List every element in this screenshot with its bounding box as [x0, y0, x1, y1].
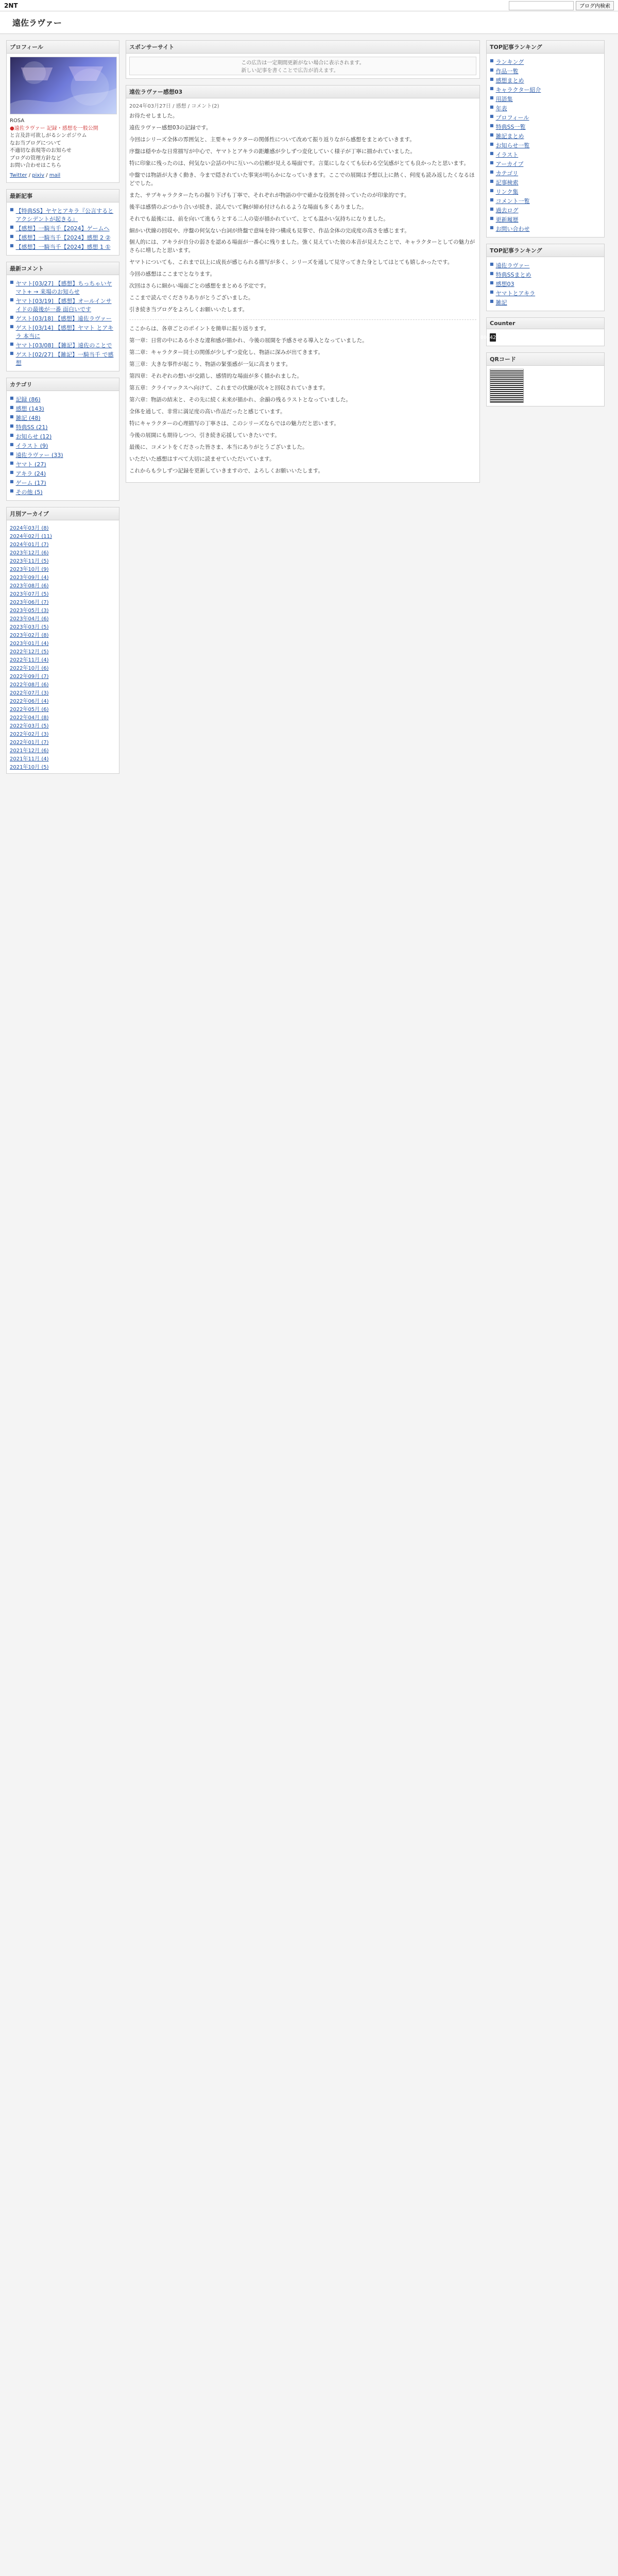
- recent-comment-item[interactable]: ■ ヤマト[03/19] 【感想】オールインサイドの最後が一番 面白いです: [10, 297, 112, 313]
- dot-icon: ■: [10, 225, 14, 229]
- category-item[interactable]: ■ お知らせ (12): [10, 433, 52, 440]
- ranking-item[interactable]: ■ カテゴリ: [490, 170, 519, 177]
- post-panel: [126, 85, 480, 483]
- category-item[interactable]: ■ アキラ (24): [10, 470, 46, 477]
- dot-icon: ■: [490, 207, 494, 211]
- dot-icon: ■: [490, 114, 494, 118]
- profile-line-3: 不適切な表現等のお知らせ: [10, 148, 72, 154]
- recent-entry-item[interactable]: ■ 【感想】一騎当千【2024】感想 2 ②: [10, 234, 111, 241]
- dot-icon: ■: [10, 342, 14, 346]
- dot-icon: ■: [490, 216, 494, 221]
- ranking-item[interactable]: ■ アーカイブ: [490, 160, 524, 167]
- archive-item[interactable]: 2023年09月 (4): [10, 575, 49, 581]
- post-paragraph: 序盤は穏やかな日常描写が中心で、ヤマトとアキラの距離感が少しずつ変化していく様子が丁寧に描かれていました。: [129, 148, 416, 155]
- recent-entry-item[interactable]: ■ 【感想】一騎当千【2024】ゲームへ: [10, 225, 110, 232]
- post-filler-paragraph: 第一章：日常の中にある小さな違和感が描かれ、今後の展開を予感させる導入となっていました。: [129, 337, 368, 344]
- archive-item[interactable]: 2024年02月 (11): [10, 534, 52, 539]
- dot-icon: ■: [10, 479, 14, 484]
- archive-item[interactable]: 2023年12月 (6): [10, 550, 49, 556]
- dot-icon: ■: [490, 170, 494, 174]
- qr-title: QRコード: [487, 353, 604, 366]
- recent-comments-panel: [6, 262, 119, 371]
- ranking-item[interactable]: ■ 雑記まとめ: [490, 132, 524, 140]
- ranking-item[interactable]: ■ 特典SS一覧: [490, 123, 526, 130]
- post-paragraph: 個人的には、アキラが自分の弱さを認める場面が一番心に残りました。強く見えていた彼の本音が見えたことで、キャラクターとしての魅力がさらに増したと思います。: [129, 239, 475, 254]
- dot-icon: ■: [490, 290, 494, 294]
- dot-icon: ■: [490, 142, 494, 146]
- ranking-item[interactable]: ■ プロフィール: [490, 114, 529, 121]
- dot-icon: ■: [490, 280, 494, 285]
- ranking-item[interactable]: ■ 更新履歴: [490, 216, 519, 223]
- post-paragraph: お待たせしました。: [129, 113, 178, 119]
- post-paragraph: 引き続き当ブログをよろしくお願いいたします。: [129, 307, 248, 313]
- archive-item[interactable]: 2021年12月 (6): [10, 748, 49, 754]
- dot-icon: ■: [490, 188, 494, 193]
- dot-icon: ■: [10, 433, 14, 437]
- dot-icon: ■: [490, 151, 494, 156]
- archive-item[interactable]: 2024年03月 (8): [10, 526, 49, 531]
- post-paragraph: 特に印象に残ったのは、何気ない会話の中に互いへの信頼が見える場面です。言葉にしなくても伝わる空気感がとても良かったと思います。: [129, 160, 469, 166]
- dot-icon: ■: [490, 105, 494, 109]
- popular-item[interactable]: ■ 遠佐ラヴァー: [490, 262, 530, 269]
- archive-item[interactable]: 2022年05月 (6): [10, 707, 49, 713]
- dot-icon: ■: [490, 58, 494, 63]
- top-bar: [0, 0, 618, 11]
- dot-icon: ■: [10, 442, 14, 447]
- counter-value: 00142597: [490, 333, 496, 342]
- dot-icon: ■: [490, 95, 494, 100]
- sponsor-note: 新しい記事を書くことで広告が消えます。: [241, 68, 339, 74]
- category-item[interactable]: ■ イラスト (9): [10, 442, 48, 449]
- site-title[interactable]: 遠佐ラヴァー: [12, 18, 62, 28]
- dot-icon: ■: [10, 414, 14, 419]
- archive-item[interactable]: 2022年01月 (7): [10, 740, 49, 745]
- category-item[interactable]: ■ ヤマト (27): [10, 461, 46, 468]
- ranking-item[interactable]: ■ コメント一覧: [490, 197, 530, 205]
- recent-entries-panel: [6, 189, 119, 256]
- category-item[interactable]: ■ 特典SS (21): [10, 423, 48, 431]
- post-paragraph: 今回の感想はここまでとなります。: [129, 271, 216, 278]
- post-paragraph: 細かい伏線の回収や、序盤の何気ない台詞が終盤で意味を持つ構成も見事で、作品全体の完成度の高さを感じます。: [129, 227, 410, 234]
- post-paragraph: 後半は感情のぶつかり合いが続き、読んでいて胸が締め付けられるような場面も多くありました。: [129, 204, 367, 210]
- dot-icon: ■: [10, 207, 14, 212]
- dot-icon: ■: [10, 488, 14, 493]
- post-paragraph: ここまで読んでくださりありがとうございました。: [129, 295, 254, 301]
- ranking-item[interactable]: ■ キャラクター紹介: [490, 86, 541, 93]
- dot-icon: ■: [490, 123, 494, 128]
- post-paragraph: 遠佐ラヴァー感想03の記録です。: [129, 124, 212, 131]
- popular-item[interactable]: ■ 特典SSまとめ: [490, 271, 531, 278]
- profile-line-2: なお当ブログについて: [10, 140, 61, 146]
- archive-item[interactable]: 2022年06月 (4): [10, 699, 49, 704]
- recent-comment-item[interactable]: ■ ゲスト[03/14] 【感想】ヤマト とアキラ 本当に: [10, 324, 113, 340]
- recent-comment-item[interactable]: ■ ゲスト[02/27] 【雑記】一騎当千 で感想: [10, 351, 114, 366]
- profile-panel: [6, 40, 119, 183]
- dot-icon: ■: [10, 396, 14, 400]
- archive-item[interactable]: 2022年04月 (8): [10, 715, 49, 721]
- search-button[interactable]: ブログ内検索: [576, 1, 614, 10]
- archive-item[interactable]: 2023年08月 (6): [10, 583, 49, 589]
- archive-item[interactable]: 2023年07月 (5): [10, 591, 49, 597]
- profile-line-4: ブログの管理方針など: [10, 155, 61, 161]
- dot-icon: ■: [490, 271, 494, 276]
- ranking-item[interactable]: ■ 年表: [490, 105, 507, 112]
- profile-name: ROSA: [10, 118, 25, 124]
- post-filler-paragraph: 全体を通して、非常に満足度の高い作品だったと感じています。: [129, 408, 286, 415]
- category-item[interactable]: ■ 雑記 (48): [10, 414, 41, 421]
- topbar-search: [509, 1, 614, 10]
- dot-icon: ■: [490, 225, 494, 230]
- dot-icon: ■: [10, 280, 14, 284]
- post-filler-paragraph: 第五章：クライマックスへ向けて、これまでの伏線が次々と回収されていきます。: [129, 384, 329, 391]
- post-filler-paragraph: 第三章：大きな事件が起こり、物語の緊張感が一気に高まります。: [129, 361, 291, 368]
- popular-item[interactable]: ■ 感想03: [490, 280, 514, 287]
- sponsor-title: スポンサーサイト: [126, 41, 479, 54]
- ranking-panel: [486, 40, 605, 238]
- category-item[interactable]: ■ 遠佐ラヴァー (33): [10, 451, 63, 459]
- dot-icon: ■: [490, 77, 494, 81]
- main-column: [126, 40, 480, 780]
- recent-entry-item[interactable]: ■ 【特典SS】ヤヤとアキラ『公言するとアクシデントが起きる』: [10, 207, 114, 223]
- archive-item[interactable]: 2022年03月 (5): [10, 723, 49, 729]
- post-filler-paragraph: これからも少しずつ記録を更新していきますので、よろしくお願いいたします。: [129, 467, 323, 474]
- archive-item[interactable]: 2023年10月 (9): [10, 567, 49, 572]
- dot-icon: ■: [490, 160, 494, 165]
- archives-panel: [6, 507, 119, 774]
- post-paragraph: 次回はさらに細かい場面ごとの感想をまとめる予定です。: [129, 283, 270, 290]
- left-sidebar: [6, 40, 119, 780]
- archive-item[interactable]: 2024年01月 (7): [10, 542, 49, 548]
- recent-comment-item[interactable]: ■ ゲスト[03/18] 【感想】遠佐ラヴァー: [10, 315, 112, 322]
- post-filler-paragraph: 第二章：キャラクター同士の関係が少しずつ変化し、物語に深みが出てきます。: [129, 349, 323, 356]
- archives-title: 月別アーカイブ: [7, 507, 119, 520]
- dot-icon: ■: [10, 324, 14, 329]
- qr-panel: [486, 352, 605, 406]
- archive-item[interactable]: 2023年06月 (7): [10, 600, 49, 605]
- post-body: [129, 112, 476, 476]
- ranking-item[interactable]: ■ 感想まとめ: [490, 77, 524, 84]
- ranking-item[interactable]: ■ お問い合わせ: [490, 225, 530, 232]
- archive-item[interactable]: 2023年05月 (3): [10, 608, 49, 614]
- recent-comments-title: 最新コメント: [7, 262, 119, 275]
- archive-item[interactable]: 2023年03月 (5): [10, 624, 49, 630]
- profile-line-5: お問い合わせはこちら: [10, 163, 61, 168]
- dot-icon: ■: [490, 299, 494, 303]
- dot-icon: ■: [10, 234, 14, 239]
- post-filler-paragraph: いただいた感想はすべて大切に読ませていただいています。: [129, 455, 275, 462]
- dot-icon: ■: [490, 179, 494, 183]
- archive-item[interactable]: 2022年10月 (6): [10, 666, 49, 671]
- dot-icon: ■: [10, 423, 14, 428]
- dot-icon: ■: [10, 243, 14, 248]
- ranking-title: TOP記事ランキング: [487, 41, 604, 54]
- post-filler-paragraph: 最後に、コメントをくださった皆さま、本当にありがとうございました。: [129, 444, 308, 450]
- recent-entries-title: 最新記事: [7, 190, 119, 202]
- ranking-item[interactable]: ■ リンク集: [490, 188, 519, 195]
- counter-title: Counter: [487, 318, 604, 329]
- sponsor-panel: [126, 40, 480, 79]
- recent-entry-item[interactable]: ■ 【感想】一騎当千【2024】感想 1 ①: [10, 243, 111, 250]
- sponsor-text: この広告は一定期間更新がない場合に表示されます。: [241, 60, 365, 66]
- profile-link-pixiv[interactable]: pixiv: [32, 172, 44, 178]
- dot-icon: ■: [490, 262, 494, 266]
- category-item[interactable]: ■ 記録 (86): [10, 396, 41, 403]
- profile-link-mail[interactable]: mail: [49, 172, 61, 178]
- profile-image: [10, 57, 117, 114]
- profile-line-1: と言及許可欲しがるシンポジウム: [10, 133, 87, 139]
- dot-icon: ■: [490, 197, 494, 202]
- profile-link-twitter[interactable]: Twitter: [10, 172, 27, 178]
- post-paragraph: また、サブキャラクターたちの掘り下げも丁寧で、それぞれが物語の中で確かな役割を持っていたのが印象的です。: [129, 192, 410, 198]
- archive-item[interactable]: 2022年11月 (4): [10, 657, 49, 663]
- post-paragraph: 今回はシリーズ全体の雰囲気と、主要キャラクターの関係性について改めて振り返りながら感想をまとめていきます。: [129, 136, 415, 143]
- post-filler-paragraph: 第六章：物語の結末と、その先に続く未来が描かれ、余韻の残るラストとなっていました。: [129, 396, 351, 403]
- post-paragraph: 中盤では物語が大きく動き、今まで隠されていた事実が明らかになっていきます。ここでの展開は予想以上に熱く、何度も読み返したくなるほどでした。: [129, 172, 475, 187]
- ranking-item[interactable]: ■ お知らせ一覧: [490, 142, 530, 149]
- dot-icon: ■: [490, 132, 494, 137]
- archive-item[interactable]: 2023年02月 (8): [10, 633, 49, 638]
- popular-panel: [486, 244, 605, 311]
- ranking-item[interactable]: ■ イラスト: [490, 151, 519, 158]
- dot-icon: ■: [10, 451, 14, 456]
- ranking-item[interactable]: ■ ランキング: [490, 58, 524, 65]
- dot-icon: ■: [490, 67, 494, 72]
- post-paragraph: ヤマトについても、これまで以上に成長が感じられる描写が多く、シリーズを通して見守ってきた身としてはとても嬉しかったです。: [129, 259, 453, 266]
- categories-panel: [6, 378, 119, 501]
- dot-icon: ■: [10, 405, 14, 410]
- archive-item[interactable]: 2023年11月 (5): [10, 558, 49, 564]
- popular-item[interactable]: ■ 雑記: [490, 299, 507, 306]
- post-meta: 2024年03月27日 / 感想 / コメント(2): [129, 104, 219, 109]
- dot-icon: ■: [10, 461, 14, 465]
- dot-icon: ■: [10, 297, 14, 302]
- dot-icon: ■: [490, 86, 494, 91]
- dot-icon: ■: [10, 315, 14, 319]
- category-item[interactable]: ■ その他 (5): [10, 488, 43, 496]
- post-divider: [129, 319, 476, 320]
- post-filler-paragraph: 特にキャラクターの心理描写の丁寧さは、このシリーズならではの魅力だと思います。: [129, 420, 339, 427]
- access-counter: [480, 332, 601, 343]
- search-input[interactable]: [509, 1, 574, 10]
- profile-body: ROSA ●遠佐ラヴァー 記録・感想を一般公開 と言及許可欲しがるシンポジウム なお当ブログについて 不適切な表現等のお知らせ ブログの管理方針など お問い合わせはこちら Twitter / pixiv / mail: [7, 54, 119, 182]
- post-filler-paragraph: 第四章：それぞれの想いが交錯し、感情的な場面が多く描かれました。: [129, 372, 302, 379]
- post-title: 遠佐ラヴァー感想03: [126, 86, 479, 98]
- popular-title: TOP記事ランキング: [487, 244, 604, 257]
- brand-logo[interactable]: 2NT: [4, 2, 18, 9]
- right-sidebar: [480, 40, 605, 780]
- archive-item[interactable]: 2021年11月 (4): [10, 756, 49, 762]
- counter-panel: [480, 317, 605, 346]
- post-filler-paragraph: 今後の展開にも期待しつつ、引き続き応援していきたいです。: [129, 432, 280, 438]
- post-paragraph: それでも最後には、前を向いて進もうとする二人の姿が描かれていて、とても温かい気持ちになりました。: [129, 215, 389, 222]
- category-item[interactable]: ■ ゲーム (17): [10, 479, 46, 486]
- sponsor-ad[interactable]: [129, 57, 476, 75]
- recent-comment-item[interactable]: ■ ヤマト[03/08] 【雑記】遠佐のことで: [10, 342, 112, 349]
- dot-icon: ■: [10, 470, 14, 474]
- ranking-item[interactable]: ■ 用語集: [490, 95, 513, 103]
- archive-item[interactable]: 2021年10月 (5): [10, 765, 49, 770]
- archive-item[interactable]: 2023年04月 (6): [10, 616, 49, 622]
- archive-item[interactable]: 2022年08月 (6): [10, 682, 49, 688]
- archive-item[interactable]: 2022年07月 (3): [10, 690, 49, 696]
- recent-comment-item[interactable]: ■ ヤマト[03/27] 【感想】ちっちゃいヤマト+ → 来場のお知らせ: [10, 280, 112, 295]
- ranking-item[interactable]: ■ 記事検索: [490, 179, 519, 186]
- dot-icon: ■: [10, 351, 14, 355]
- qr-code-icon[interactable]: [490, 369, 524, 403]
- post-filler-paragraph: ここからは、各章ごとのポイントを簡単に振り返ります。: [129, 326, 270, 332]
- page-layout: [0, 34, 618, 786]
- archive-item[interactable]: 2022年09月 (7): [10, 674, 49, 680]
- profile-title: プロフィール: [7, 41, 119, 54]
- ranking-item[interactable]: ■ 作品一覧: [490, 67, 519, 75]
- archive-item[interactable]: 2023年01月 (4): [10, 641, 49, 647]
- category-item[interactable]: ■ 感想 (143): [10, 405, 44, 412]
- ranking-item[interactable]: ■ 過去ログ: [490, 207, 519, 214]
- profile-line-0: ●遠佐ラヴァー 記録・感想を一般公開: [10, 125, 98, 131]
- popular-item[interactable]: ■ ヤマトとアキラ: [490, 290, 536, 297]
- archive-item[interactable]: 2022年12月 (5): [10, 649, 49, 655]
- site-header: [0, 11, 618, 34]
- archive-item[interactable]: 2022年02月 (3): [10, 732, 49, 737]
- categories-title: カテゴリ: [7, 378, 119, 391]
